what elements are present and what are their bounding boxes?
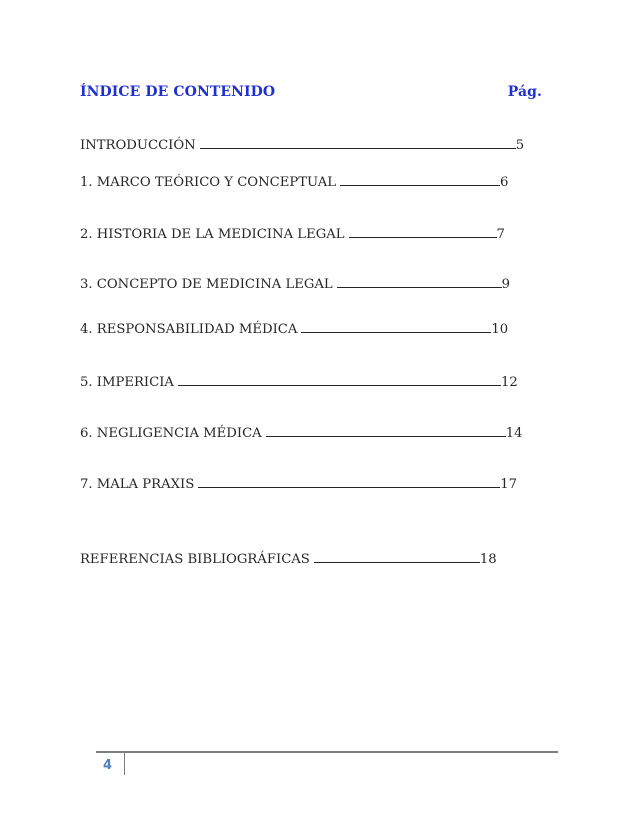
toc-entry-concepto bbox=[80, 275, 510, 294]
dot-leader bbox=[349, 225, 497, 238]
toc-entry-label: 2. HISTORIA DE LA MEDICINA LEGAL bbox=[80, 227, 345, 242]
dot-leader bbox=[198, 475, 500, 488]
dot-leader bbox=[301, 320, 491, 333]
dot-leader bbox=[340, 173, 500, 186]
toc-entry-label: 7. MALA PRAXIS bbox=[80, 477, 195, 492]
toc-entry-page: 14 bbox=[505, 426, 523, 441]
toc-entry-page: 10 bbox=[491, 322, 509, 337]
toc-header bbox=[80, 84, 542, 104]
toc-entry-label: 4. RESPONSABILIDAD MÉDICA bbox=[80, 322, 298, 337]
dot-leader bbox=[266, 424, 506, 437]
toc-entry-page: 17 bbox=[500, 477, 518, 492]
toc-entry-label: REFERENCIAS BIBLIOGRÁFICAS bbox=[80, 552, 310, 567]
dot-leader bbox=[314, 550, 480, 563]
toc-entry-negligencia bbox=[80, 424, 522, 443]
toc-entry-label: INTRODUCCIÓN bbox=[80, 138, 196, 153]
toc-entry-responsabilidad bbox=[80, 320, 508, 339]
footer-page-number: 4 bbox=[103, 758, 113, 773]
toc-entry-mala-praxis bbox=[80, 475, 517, 494]
toc-entry-label: 3. CONCEPTO DE MEDICINA LEGAL bbox=[80, 277, 333, 292]
dot-leader bbox=[200, 136, 516, 149]
page-column-label: Pág. bbox=[507, 84, 542, 100]
footer-divider bbox=[124, 753, 125, 775]
toc-title: ÍNDICE DE CONTENIDO bbox=[80, 84, 276, 100]
toc-entry-referencias bbox=[80, 550, 497, 569]
toc-entry-page: 12 bbox=[500, 375, 518, 390]
dot-leader bbox=[178, 373, 501, 386]
toc-entry-label: 5. IMPERICIA bbox=[80, 375, 174, 390]
toc-entry-label: 1. MARCO TEÓRICO Y CONCEPTUAL bbox=[80, 175, 337, 190]
toc-entry-page: 9 bbox=[501, 277, 511, 292]
footer-rule bbox=[96, 751, 558, 753]
dot-leader bbox=[337, 275, 502, 288]
toc-entry-impericia bbox=[80, 373, 518, 392]
toc-entry-page: 18 bbox=[479, 552, 497, 567]
toc-entry-page: 6 bbox=[500, 175, 509, 190]
toc-entry-page: 5 bbox=[515, 138, 525, 153]
toc-entry-historia bbox=[80, 225, 505, 244]
toc-entry-introduccion bbox=[80, 136, 524, 155]
toc-entry-label: 6. NEGLIGENCIA MÉDICA bbox=[80, 426, 262, 441]
toc-entry-page: 7 bbox=[496, 227, 505, 242]
toc-entry-marco-teorico bbox=[80, 173, 508, 192]
